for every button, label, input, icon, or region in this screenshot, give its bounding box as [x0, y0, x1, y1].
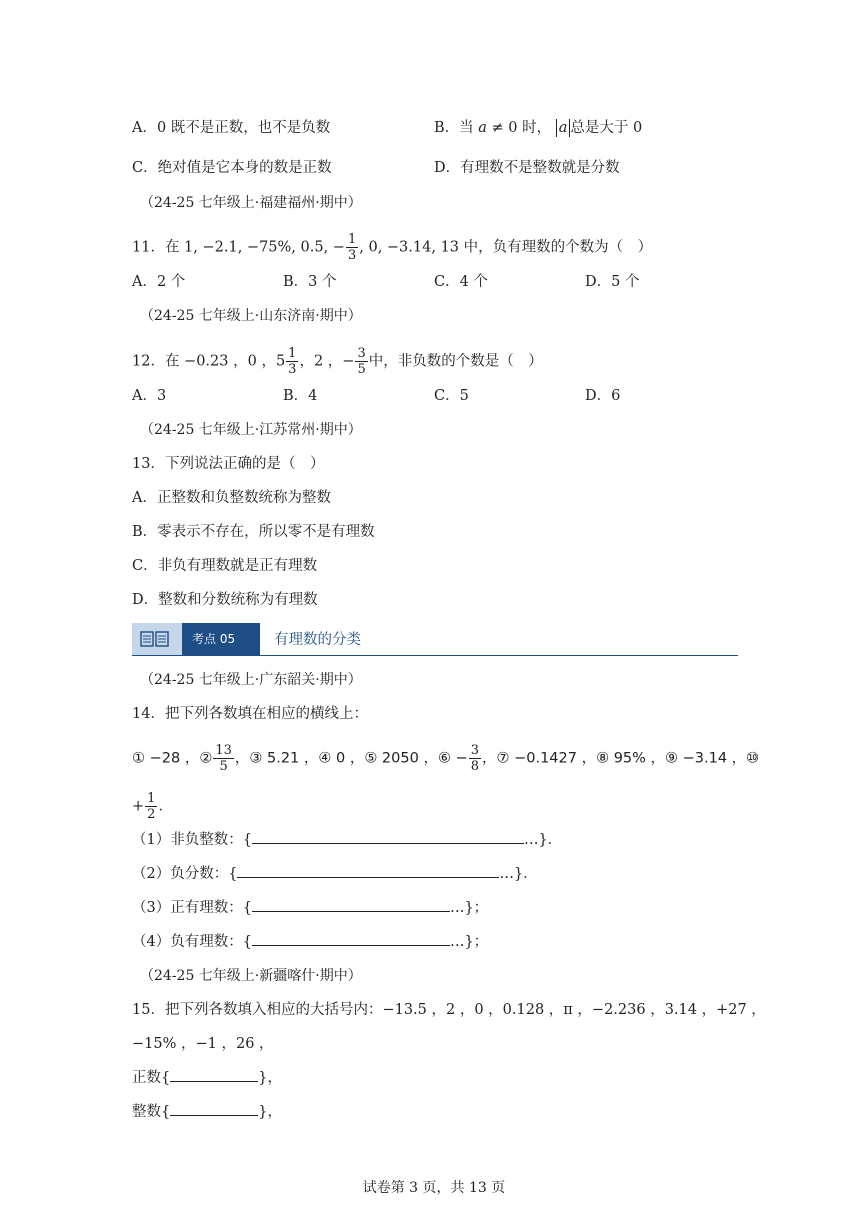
q15-row-positive-blank[interactable] — [170, 1068, 258, 1082]
q11-frac-num: 1 — [347, 232, 357, 247]
q15-row-integer-label: 整数{ — [132, 1104, 171, 1120]
q14-item-1: ① −28 ，② — [132, 750, 213, 767]
q11-option-c: C．4 个 — [434, 274, 488, 290]
q14-part-4-blank[interactable] — [252, 932, 450, 946]
q10-option-b-prefix: B．当 — [434, 120, 474, 136]
q10-option-b-mid: ≠ 0 时， — [486, 120, 552, 136]
q13-source: （24-25 七年级上·江苏常州·期中） — [140, 422, 362, 438]
q14-stem: 14．把下列各数填在相应的横线上： — [132, 706, 368, 722]
page-footer: 试卷第 3 页，共 13 页 — [362, 1180, 506, 1196]
q11-stem-post: , 0, −3.14, 13 中，负有理数的个数为（ ） — [359, 239, 653, 256]
q15-row-positive-label: 正数{ — [132, 1070, 171, 1086]
q11-stem — [132, 232, 652, 263]
q12-stem-mid: ，2 ，− — [299, 353, 355, 370]
q14-f6-num: 3 — [470, 743, 479, 758]
q14-part-3-blank[interactable] — [252, 898, 450, 912]
q12-option-d: D．6 — [585, 388, 621, 404]
q12-option-c: C．5 — [434, 388, 469, 404]
q14-part-4 — [132, 932, 488, 952]
q14-f6-den: 8 — [470, 759, 479, 774]
q14-part-3-end: …}； — [449, 900, 489, 916]
q15-row-integer — [132, 1102, 282, 1122]
book-icon — [140, 631, 170, 647]
q11-option-d: D．5 个 — [585, 274, 640, 290]
q12-fraction — [355, 346, 367, 377]
q10-option-a: A．0 既不是正数，也不是负数 — [132, 120, 331, 136]
q14-part-1-label: （1）非负整数：{ — [132, 832, 252, 848]
q10-option-c: C．绝对值是它本身的数是正数 — [132, 160, 332, 176]
q14-part-3 — [132, 898, 488, 918]
q13-stem: 13．下列说法正确的是（ ） — [132, 456, 325, 472]
q14-item-3: ，③ 5.21 ，④ 0 ，⑤ 2050 ，⑥ − — [234, 750, 468, 767]
q14-part-2-label: （2）负分数：{ — [132, 866, 238, 882]
q14-part-3-label: （3）正有理数：{ — [132, 900, 252, 916]
q14-f2-den: 5 — [219, 759, 228, 774]
q12-stem-pre: 12．在 −0.23 ，0 ，5 — [132, 353, 286, 370]
q12-mixed-num: 1 — [288, 346, 297, 361]
q10-option-b — [434, 118, 642, 138]
q11-option-a: A．2 个 — [132, 274, 186, 290]
q15-source: （24-25 七年级上·新疆喀什·期中） — [140, 968, 362, 984]
q12-option-b: B．4 — [283, 388, 318, 404]
q14-fraction-10 — [145, 791, 157, 822]
q14-item-10-post: ． — [158, 798, 173, 815]
q14-part-4-end: …}； — [449, 934, 489, 950]
q14-part-1-blank[interactable] — [252, 830, 524, 844]
section-banner-icon-box — [132, 623, 182, 655]
q14-part-4-label: （4）负有理数：{ — [132, 934, 252, 950]
q11-frac-den: 3 — [347, 248, 357, 263]
q13-option-c: C．非负有理数就是正有理数 — [132, 558, 318, 574]
q15-stem: 15．把下列各数填入相应的大括号内：−13.5 ，2 ，0 ，0.128 ，π ，−2.236 ，3.14 ，+27 ， — [132, 1002, 766, 1018]
q12-source: （24-25 七年级上·山东济南·期中） — [140, 308, 362, 324]
q14-source: （24-25 七年级上·广东韶关·期中） — [140, 672, 362, 688]
section-rule — [132, 655, 738, 656]
q13-option-d: D．整数和分数统称为有理数 — [132, 592, 318, 608]
q14-f2-num: 13 — [215, 743, 232, 758]
q15-row-integer-blank[interactable] — [170, 1102, 258, 1116]
q12-stem — [132, 346, 543, 377]
q14-fraction-2 — [213, 743, 234, 774]
q14-item-10-line — [132, 791, 173, 822]
q11-source: （24-25 七年级上·福建福州·期中） — [140, 195, 362, 211]
q15-row-positive — [132, 1068, 282, 1088]
section-tag: 考点 05 — [192, 632, 236, 646]
q13-option-b: B．零表示不存在，所以零不是有理数 — [132, 524, 375, 540]
q12-frac-num: 3 — [357, 346, 366, 361]
q12-mixed-fraction — [286, 346, 298, 377]
q11-fraction — [346, 232, 358, 263]
q12-stem-post: 中，非负数的个数是（ ） — [368, 353, 543, 370]
section-banner — [132, 623, 738, 657]
q15-stem-cont: −15% ，−1 ，26 ， — [132, 1036, 274, 1052]
q14-part-1-end: …}． — [523, 832, 563, 848]
q15-row-integer-end: }， — [258, 1104, 282, 1120]
q14-part-2 — [132, 864, 538, 884]
q10-option-b-suffix: 总是大于 0 — [570, 120, 643, 136]
q13-option-a: A．正整数和负整数统称为整数 — [132, 490, 331, 506]
q14-numbers-line — [132, 743, 759, 774]
q14-part-1 — [132, 830, 562, 850]
q12-mixed-den: 3 — [288, 362, 297, 377]
q14-f10-num: 1 — [147, 791, 156, 806]
q12-frac-den: 5 — [357, 362, 366, 377]
q14-f10-den: 2 — [147, 807, 156, 822]
q10-option-b-abs: a — [556, 119, 571, 137]
q14-part-2-end: …}． — [499, 866, 538, 882]
q12-option-a: A．3 — [132, 388, 167, 404]
q14-item-10-pre: + — [132, 798, 145, 815]
q10-option-b-var: a — [478, 120, 487, 136]
q15-row-positive-end: }， — [258, 1070, 282, 1086]
q14-part-2-blank[interactable] — [237, 864, 499, 878]
q14-item-7: ，⑦ −0.1427 ，⑧ 95% ，⑨ −3.14 ，⑩ — [481, 750, 760, 767]
section-title: 有理数的分类 — [274, 632, 361, 648]
q14-fraction-6 — [469, 743, 481, 774]
q10-option-d: D．有理数不是整数就是分数 — [434, 160, 620, 176]
q11-option-b: B．3 个 — [283, 274, 337, 290]
q11-stem-pre: 11．在 1, −2.1, −75%, 0.5, − — [132, 239, 345, 256]
